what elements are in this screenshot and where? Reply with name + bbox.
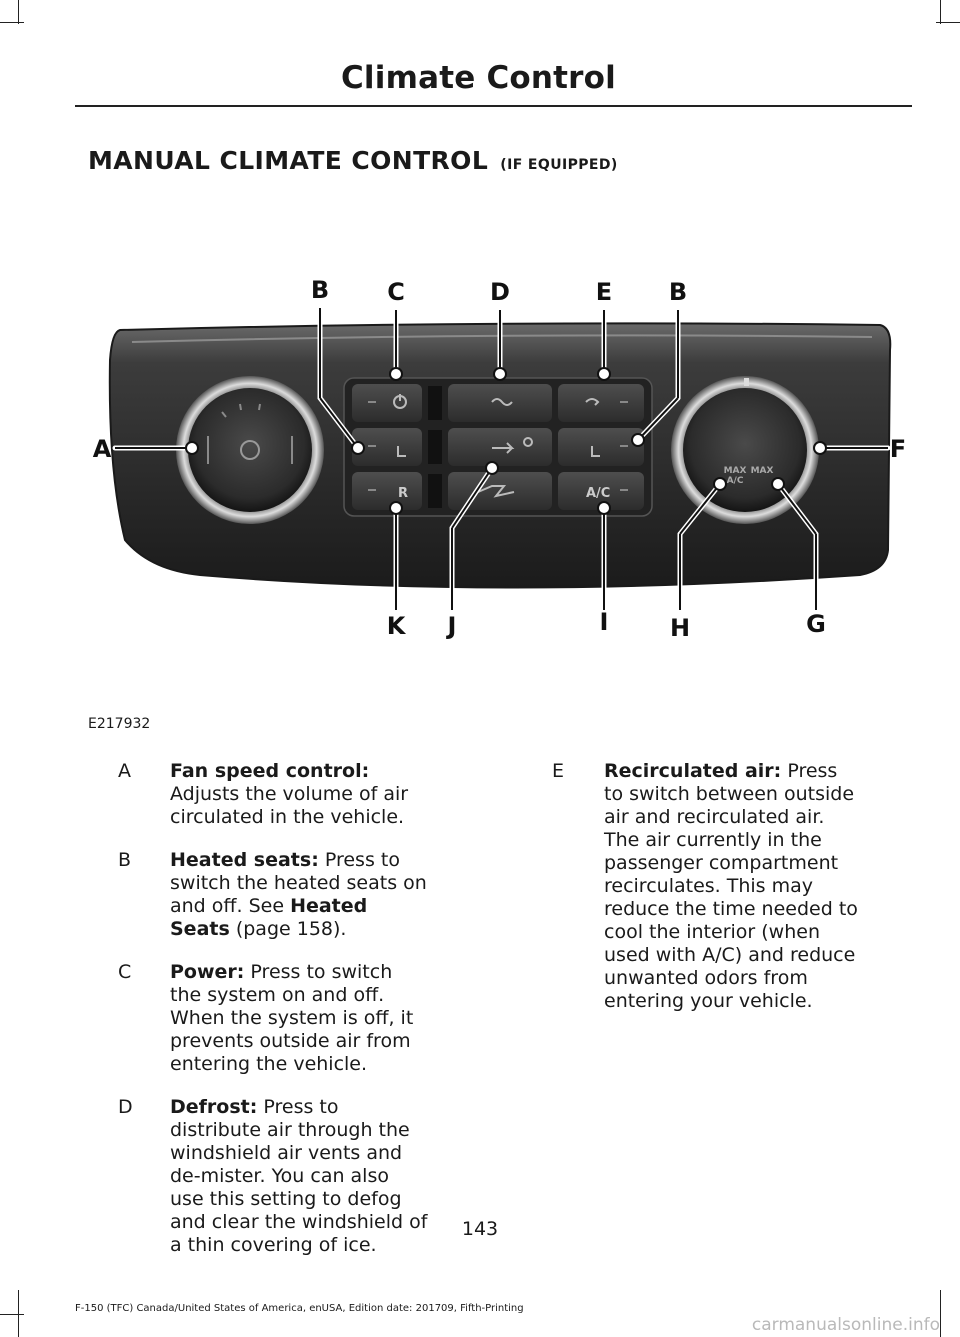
callout-b-left: B [310,276,330,304]
callout-b-right: B [668,278,688,306]
legend-text: Press to distribute air through the windshield air vents and de-mister. You can also use this setting to defog and clear the windshield of a thin covering of ice. [170,1096,428,1256]
legend-text: Press to switch the heated seats on and off. See [170,849,427,917]
crop-mark [18,0,19,24]
legend-term: Heated seats: [170,849,319,871]
legend-term: Recirculated air: [604,760,782,782]
legend-item-c [118,961,428,1076]
callout-e: E [595,278,613,306]
section-heading-text: MANUAL CLIMATE CONTROL [88,146,489,175]
legend-term: Defrost: [170,1096,258,1118]
legend-text: Press to switch between outside air and recirculated air. The air currently in the passenger compartment recirculates. This may reduce the time needed to cool the interior (when used with A/C) and reduce unwanted odors from entering your vehicle. [604,760,858,1012]
callout-h: H [669,614,691,642]
crop-mark [940,0,941,24]
legend-column-right [552,760,862,1033]
crop-mark [0,1314,24,1315]
ac-button-label: A/C [586,486,611,501]
legend-item-a [118,760,428,829]
crop-mark [0,22,24,23]
header-rule [75,105,912,107]
legend-column-left [118,760,428,1277]
legend-text: Press to switch the system on and off. When the system is off, it prevents outside air from entering the vehicle. [170,961,414,1075]
max-ac-sub-label: A/C [726,476,744,486]
legend-text: Adjusts the volume of air circulated in the vehicle. [170,783,409,828]
callout-k: K [386,612,406,640]
legend-item-e [552,760,862,1013]
figure-id: E217932 [88,716,151,732]
crop-mark [940,1290,941,1337]
section-heading [88,146,618,175]
max-defrost-label: MAX [750,466,774,476]
heated-seats-link[interactable]: Heated Seats [170,895,368,940]
legend-term: Fan speed control: [170,760,370,782]
legend-ref-page: (page 158). [229,918,347,940]
crop-mark [936,22,960,23]
callout-d: D [490,278,510,306]
callout-g: G [806,610,826,638]
page-number: 143 [461,1218,499,1240]
callout-a: A [92,435,112,463]
legend-letter: C [118,961,132,983]
legend-item-b [118,849,428,941]
callout-c: C [387,278,405,306]
legend-letter: B [118,849,132,871]
page-header-title: Climate Control [340,60,616,96]
callout-j: J [447,612,457,640]
max-ac-label: MAX [723,466,747,476]
legend-letter: D [118,1096,133,1118]
legend-letter: E [552,760,565,782]
footer-edition: F-150 (TFC) Canada/United States of America, enUSA, Edition date: 201709, Fifth-Printing [75,1303,524,1314]
climate-control-panel-figure [80,270,930,750]
callout-f: F [889,435,907,463]
watermark[interactable]: carmanualsonline.info [751,1315,940,1335]
legend-letter: A [118,760,131,782]
section-heading-suffix: (IF EQUIPPED) [500,157,618,173]
rear-defrost-r-label: R [398,486,409,501]
legend-term: Power: [170,961,245,983]
callout-i: I [599,608,609,636]
